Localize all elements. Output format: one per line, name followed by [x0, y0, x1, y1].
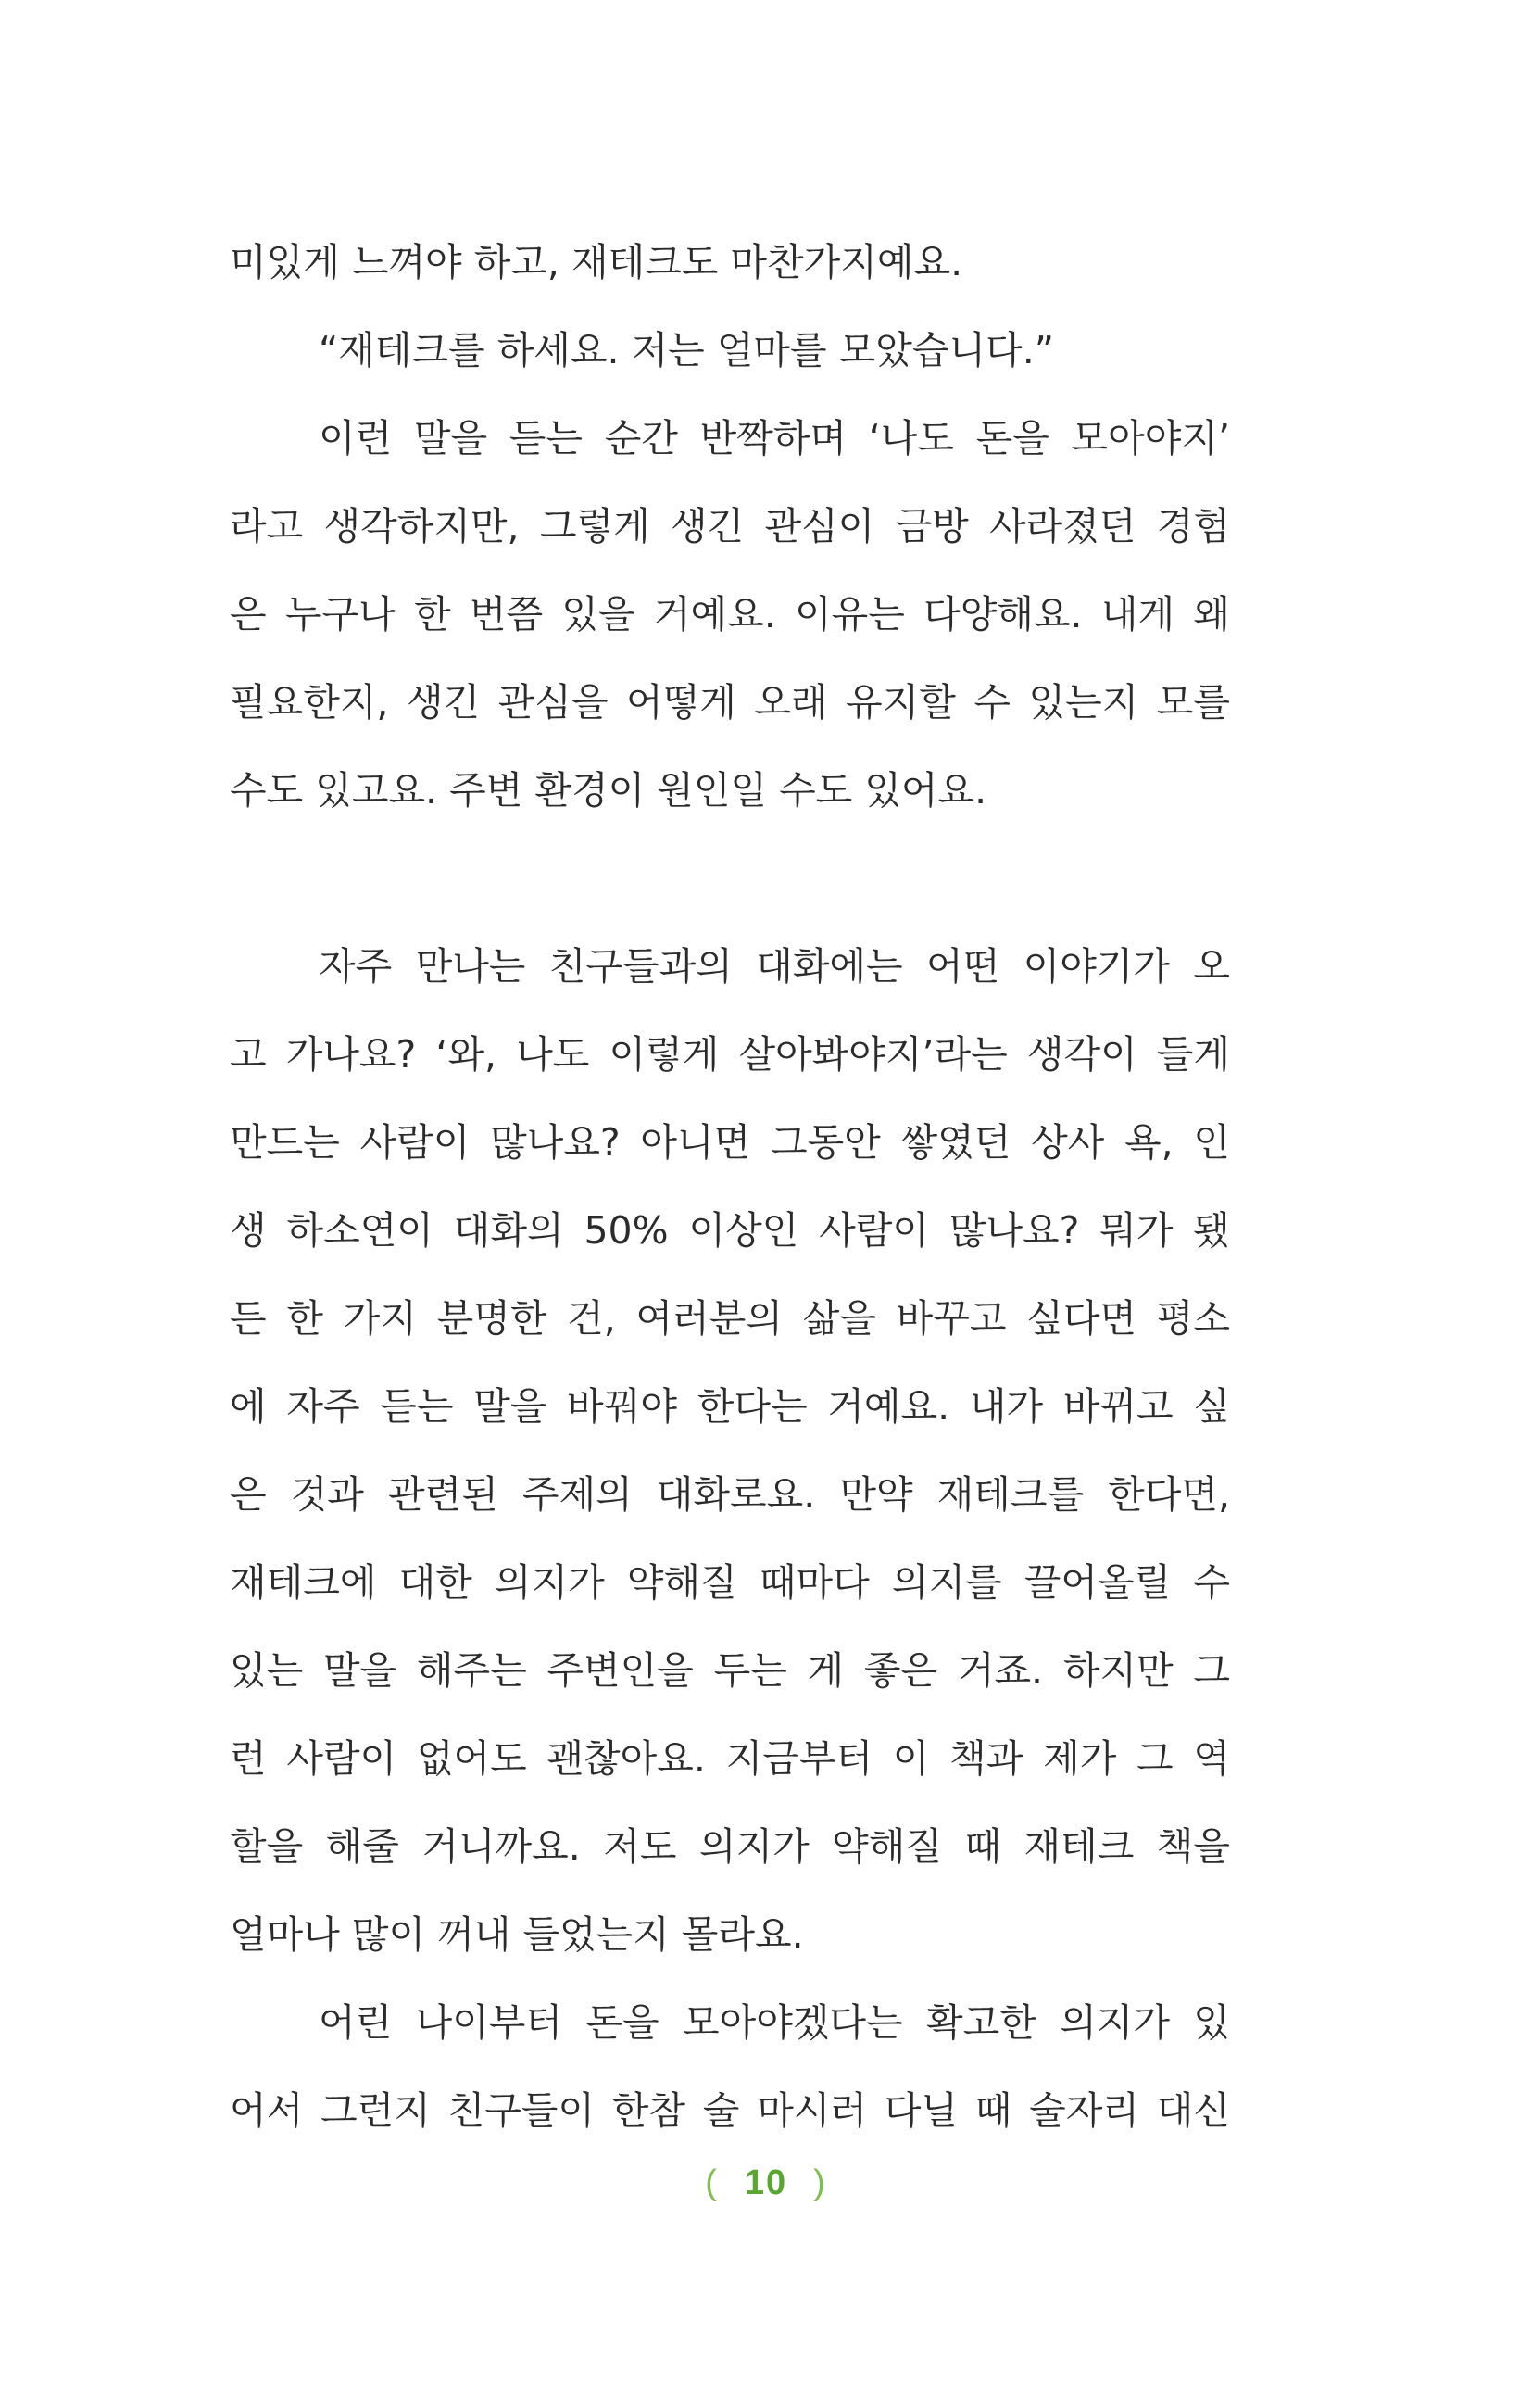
text-line: 생 하소연이 대화의 50% 이상인 사람이 많나요? 뭐가 됐	[230, 1208, 1230, 1253]
text-line: 만드는 사람이 많나요? 아니면 그동안 쌓였던 상사 욕, 인	[230, 1120, 1230, 1165]
page-number-open-paren: (	[705, 2163, 719, 2202]
text-line: 어서 그런지 친구들이 한참 술 마시러 다닐 때 술자리 대신	[230, 2088, 1230, 2133]
paragraph-gap	[230, 835, 1230, 923]
text-line: 런 사람이 없어도 괜찮아요. 지금부터 이 책과 제가 그 역	[230, 1736, 1230, 1781]
text-line: 라고 생각하지만, 그렇게 생긴 관심이 금방 사라졌던 경험	[230, 504, 1230, 548]
text-line: 은 누구나 한 번쯤 있을 거예요. 이유는 다양해요. 내게 왜	[230, 592, 1230, 637]
text-line: 재테크에 대한 의지가 약해질 때마다 의지를 끌어올릴 수	[230, 1560, 1230, 1605]
text-line: 있는 말을 해주는 주변인을 두는 게 좋은 거죠. 하지만 그	[230, 1648, 1230, 1693]
text-line: 이런 말을 듣는 순간 반짝하며 ‘나도 돈을 모아야지’	[319, 416, 1230, 460]
page-number-close-paren: )	[813, 2163, 827, 2202]
body-text	[230, 219, 1230, 2155]
text-line: 자주 만나는 친구들과의 대화에는 어떤 이야기가 오	[319, 944, 1230, 989]
text-line: 에 자주 듣는 말을 바꿔야 한다는 거예요. 내가 바뀌고 싶	[230, 1384, 1230, 1429]
text-line: 얼마나 많이 꺼내 들었는지 몰라요.	[230, 1912, 804, 1957]
text-line: 든 한 가지 분명한 건, 여러분의 삶을 바꾸고 싶다면 평소	[230, 1296, 1230, 1341]
text-line: 고 가나요? ‘와, 나도 이렇게 살아봐야지’라는 생각이 들게	[230, 1032, 1230, 1077]
text-line: 수도 있고요. 주변 환경이 원인일 수도 있어요.	[230, 768, 987, 813]
page-number	[0, 2163, 1532, 2203]
text-line: 어린 나이부터 돈을 모아야겠다는 확고한 의지가 있	[319, 2000, 1230, 2045]
text-line: 은 것과 관련된 주제의 대화로요. 만약 재테크를 한다면,	[230, 1472, 1230, 1517]
page-number-value: 10	[744, 2163, 788, 2202]
text-line: 미있게 느껴야 하고, 재테크도 마찬가지예요.	[230, 240, 963, 284]
text-line: 할을 해줄 거니까요. 저도 의지가 약해질 때 재테크 책을	[230, 1824, 1230, 1869]
text-line: 필요한지, 생긴 관심을 어떻게 오래 유지할 수 있는지 모를	[230, 680, 1230, 725]
quote-line: “재테크를 하세요. 저는 얼마를 모았습니다.”	[319, 328, 1054, 372]
